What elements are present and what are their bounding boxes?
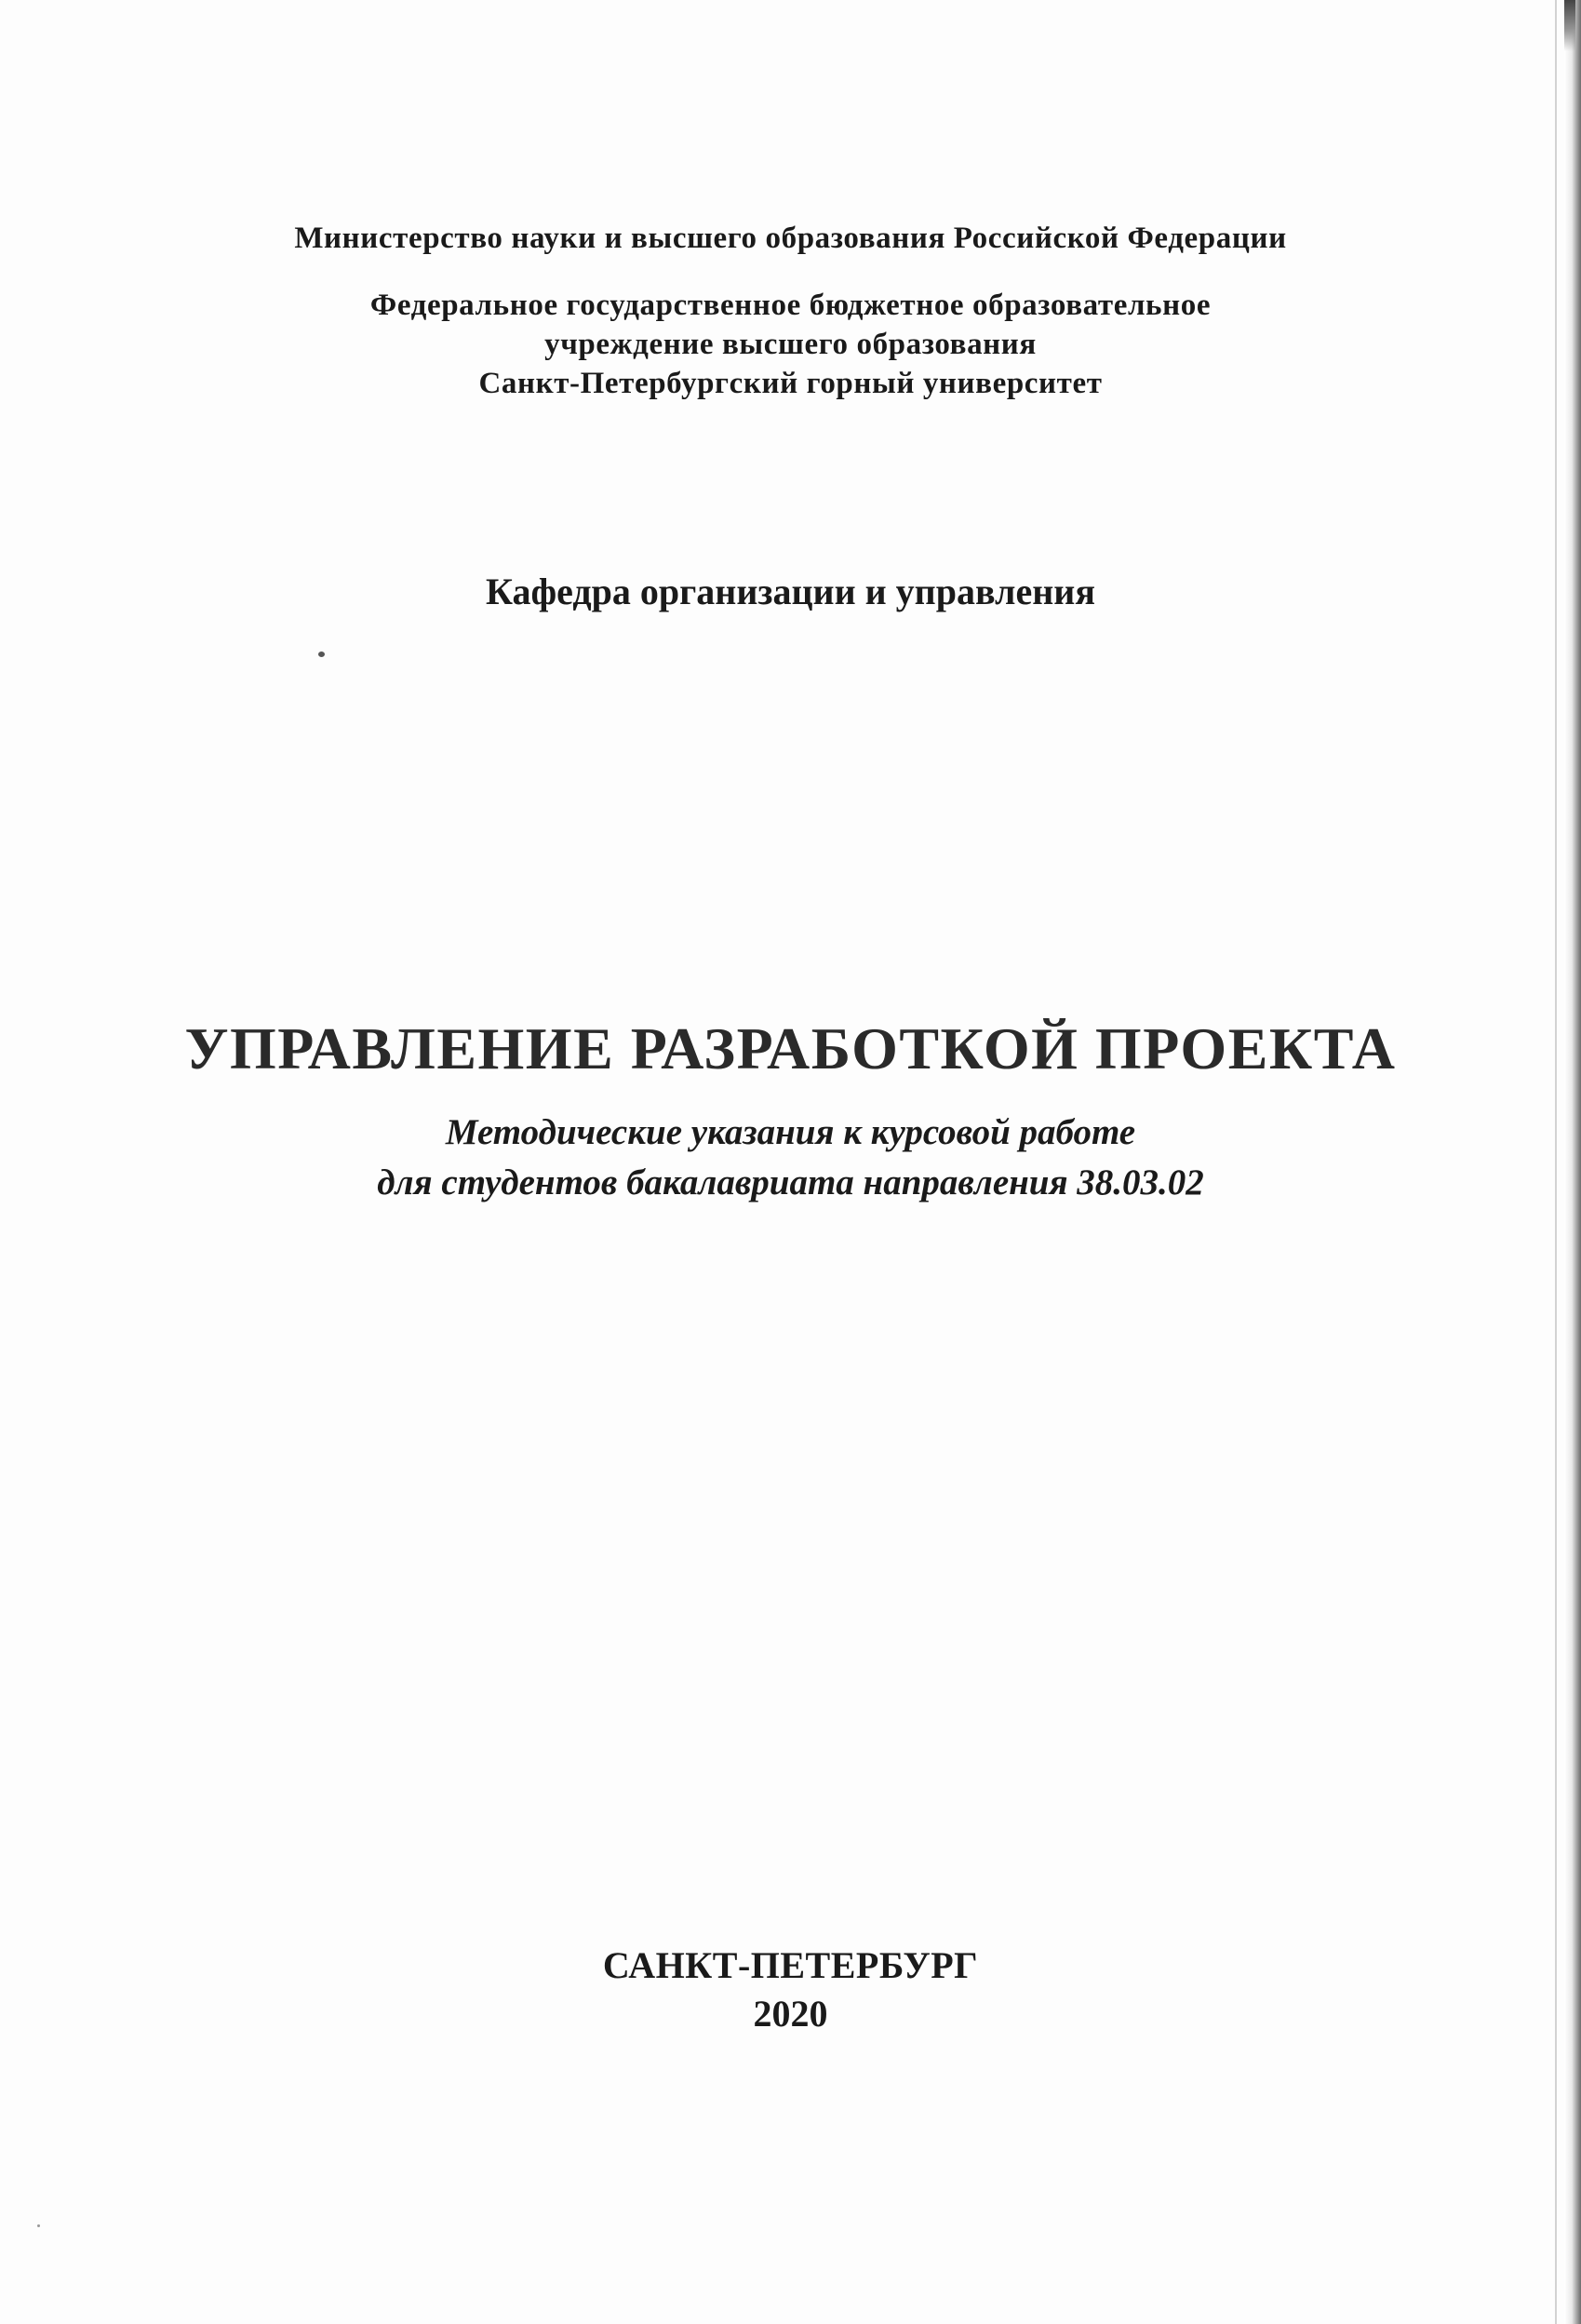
university-line: Санкт-Петербургский горный университет [478,367,1103,400]
department-line: Кафедра организации и управления [486,571,1095,612]
subtitle-line-2: для студентов бакалавриата направления 38.03.02 [377,1162,1204,1202]
scan-speck [318,652,325,657]
institution-line-2: учреждение высшего образования [544,328,1037,361]
document-title: УПРАВЛЕНИЕ РАЗРАБОТКОЙ ПРОЕКТА [184,1015,1397,1081]
city-line: САНКТ-ПЕТЕРБУРГ [602,1944,979,1986]
scan-speck [37,2224,40,2227]
institution-line-1: Федеральное государственное бюджетное образовательное [369,289,1212,322]
subtitle-line-1: Методические указания к курсовой работе [445,1112,1136,1152]
corner-scan-mark [1564,0,1575,51]
year-line: 2020 [753,1993,828,2035]
ministry-line: Министерство науки и высшего образования Российской Федерации [294,222,1287,255]
